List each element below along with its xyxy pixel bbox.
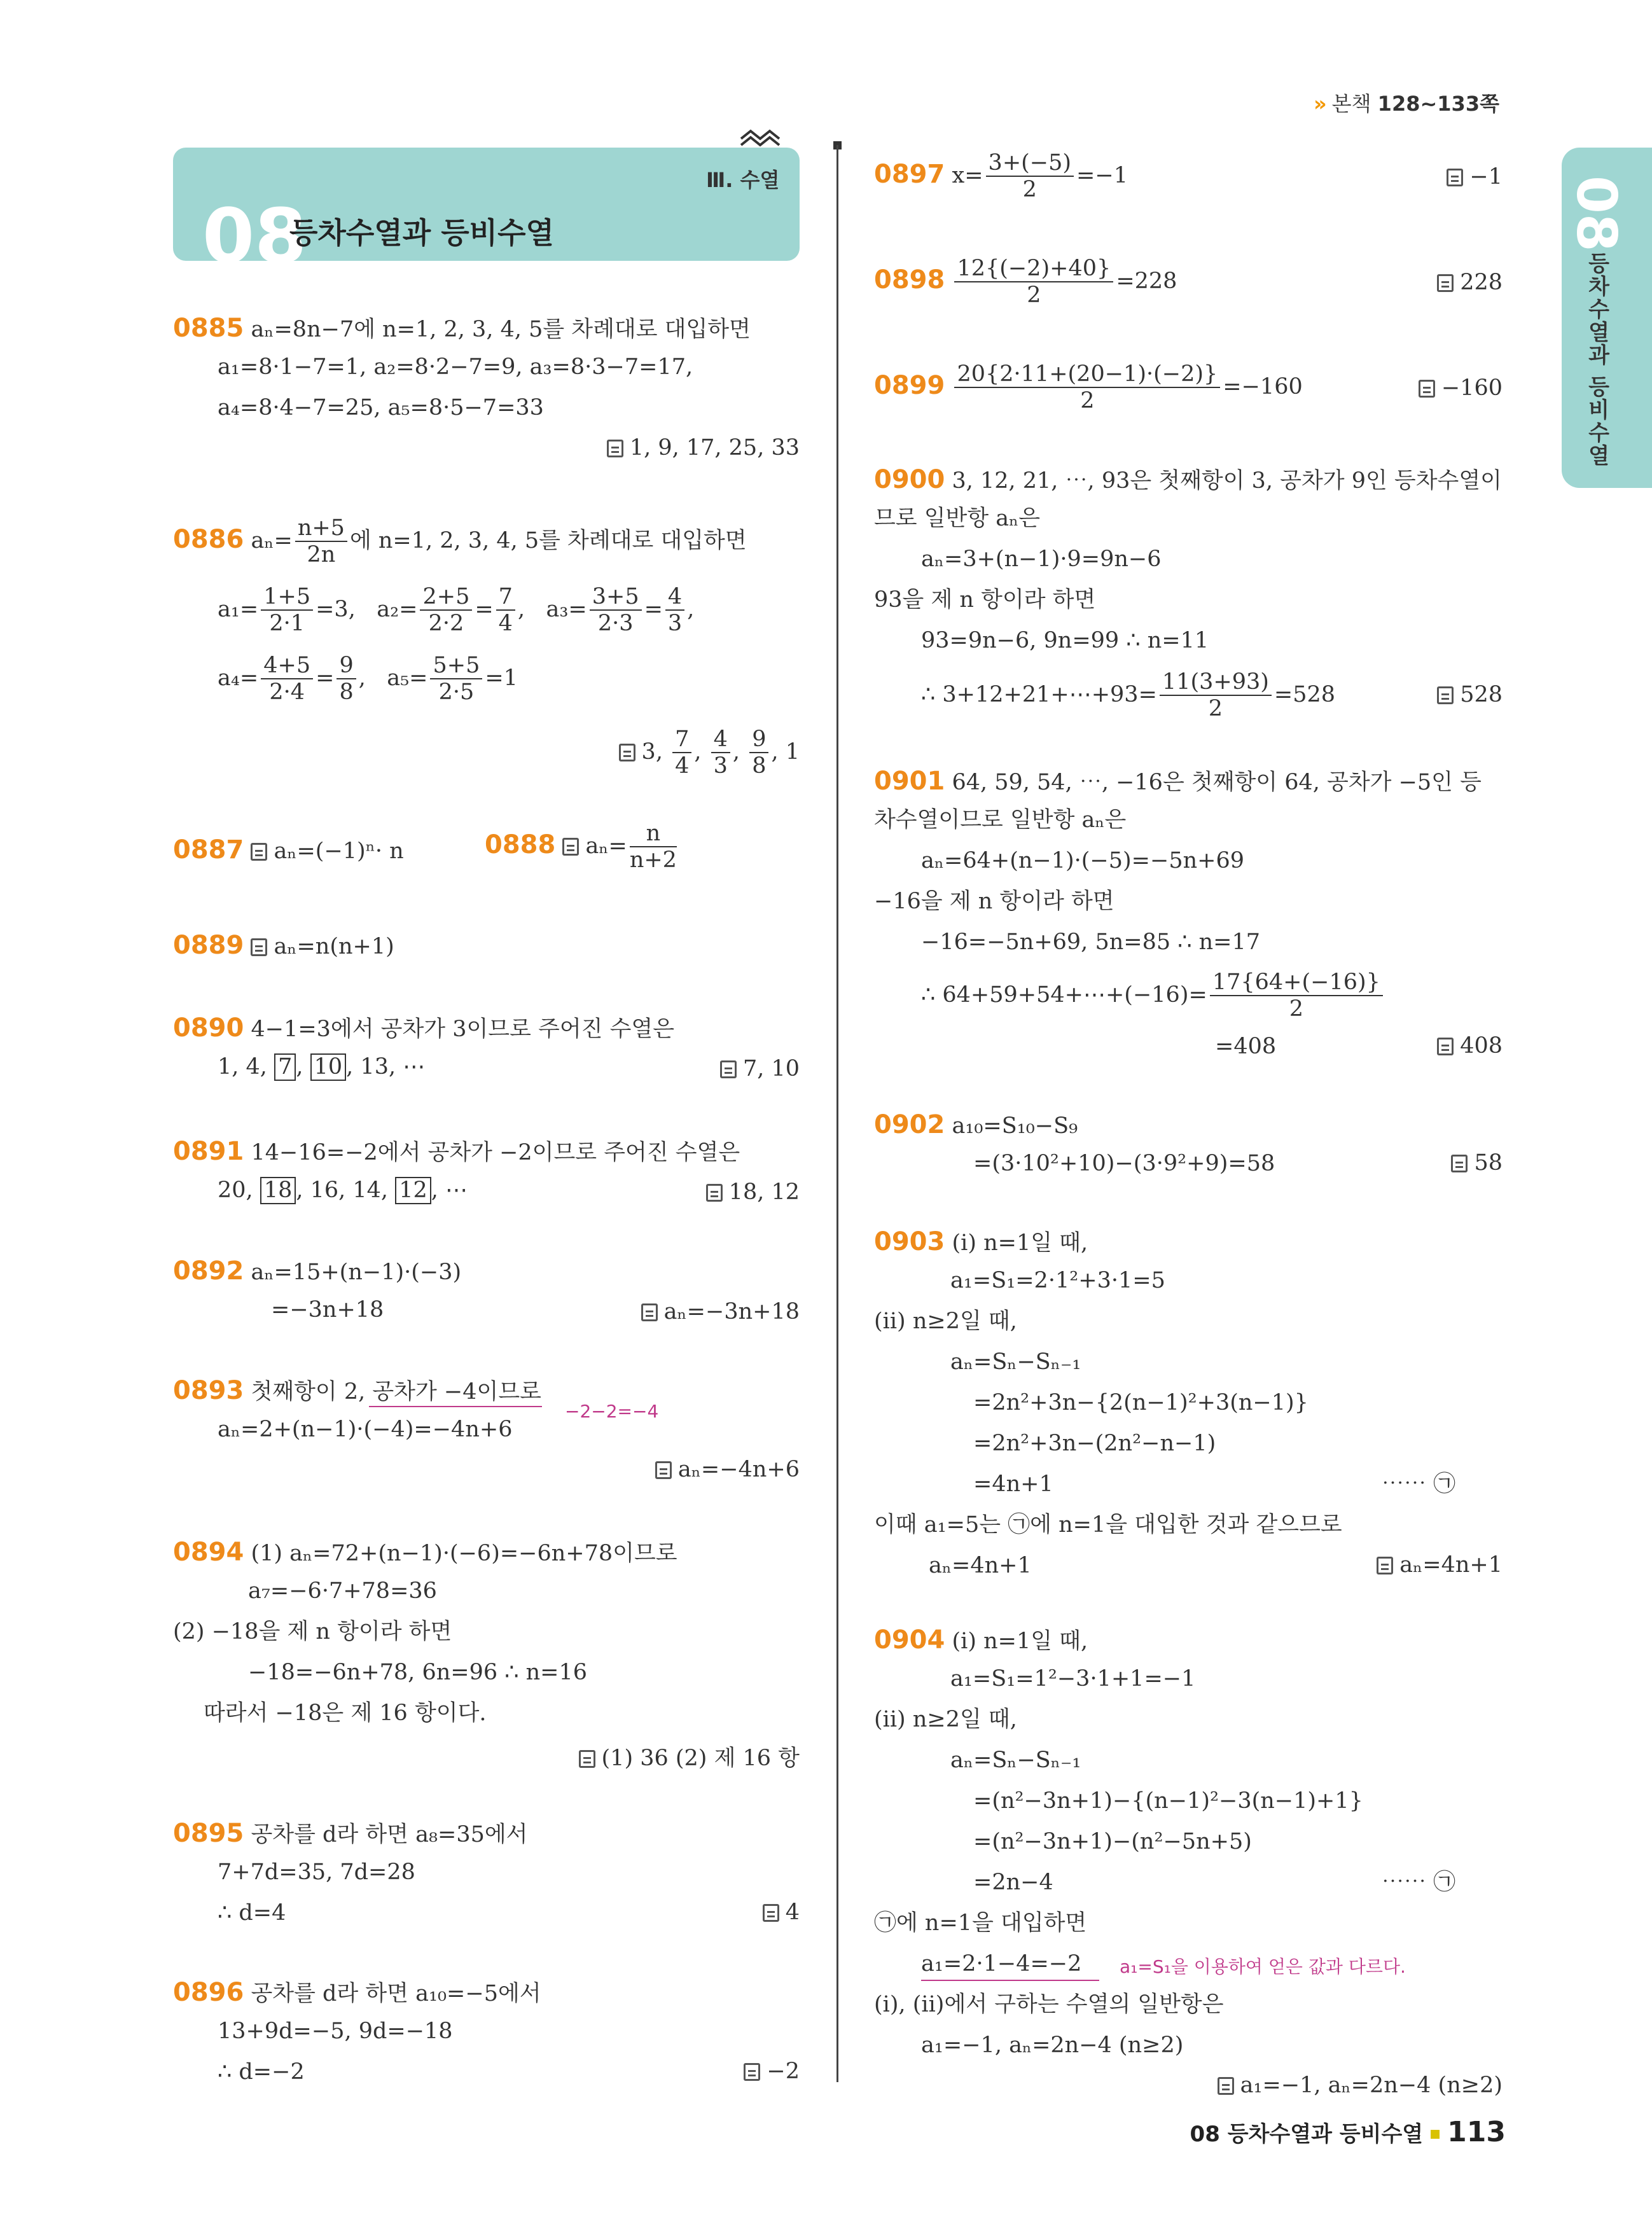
expr-text: =3, xyxy=(316,596,356,622)
problem-number: 0887 xyxy=(173,835,244,865)
reference-prefix: 본책 xyxy=(1331,92,1371,116)
expr-text: 20, xyxy=(218,1178,253,1203)
denominator: 2 xyxy=(1289,996,1303,1022)
fraction xyxy=(630,821,677,873)
solution-line: aₙ=Sₙ−Sₙ₋₁ xyxy=(950,1349,1081,1375)
fraction xyxy=(261,653,313,705)
answer-text: aₙ=n(n+1) xyxy=(274,934,394,959)
problem-number: 0888 xyxy=(485,830,556,859)
solution-line: =−3n+18 xyxy=(271,1297,384,1323)
equation-marker: ⋯⋯ ㉠ xyxy=(1382,1870,1456,1895)
solution-line: a₁=8·1−7=1, a₂=8·2−7=9, a₃=8·3−7=17, xyxy=(218,354,693,380)
answer-icon xyxy=(1377,1557,1393,1574)
denominator: 2·4 xyxy=(269,679,305,705)
solution-line: a₁=S₁=1²−3·1+1=−1 xyxy=(950,1666,1196,1692)
solution-line: 이때 a₁=5는 ㉠에 n=1을 대입한 것과 같으므로 xyxy=(874,1512,1342,1538)
footer-chapter: 08 등차수열과 등비수열 xyxy=(1190,2122,1424,2147)
denominator: 8 xyxy=(339,679,354,705)
problem-0903 xyxy=(874,1227,1088,1257)
numerator: 4 xyxy=(711,726,730,753)
answer-text: aₙ=−3n+18 xyxy=(663,1299,800,1324)
problem-0904 xyxy=(874,1625,1088,1655)
fraction xyxy=(954,361,1220,414)
solution-line: (i) n=1일 때, xyxy=(952,1629,1088,1654)
problem-0901 xyxy=(874,766,1482,796)
expr-text: =−1 xyxy=(1076,162,1128,188)
boxed-term: 10 xyxy=(310,1053,347,1081)
numerator: n+5 xyxy=(295,515,347,542)
fraction xyxy=(261,584,313,637)
answer-text: 18, 12 xyxy=(728,1179,800,1205)
answer xyxy=(1447,164,1503,190)
fraction xyxy=(590,584,642,637)
expr-text: x= xyxy=(952,162,983,188)
numerator: 11(3+93) xyxy=(1160,669,1272,696)
numerator: 1+5 xyxy=(261,584,313,611)
solution-line: ㉠에 n=1을 대입하면 xyxy=(874,1910,1087,1936)
expr-text: ∴ 3+12+21+⋯+93= xyxy=(921,681,1157,707)
solution-line: a₇=−6·7+78=36 xyxy=(248,1578,437,1604)
answer-text: −160 xyxy=(1441,375,1503,401)
answer xyxy=(641,1299,800,1324)
fraction xyxy=(954,256,1113,309)
answer xyxy=(720,1056,800,1081)
expr-text: a₅= xyxy=(387,665,428,691)
answer-icon xyxy=(720,1060,737,1078)
numerator: 2+5 xyxy=(420,584,472,611)
solution-line: =(3·10²+10)−(3·9²+9)=58 xyxy=(973,1151,1275,1176)
problem-0896 xyxy=(173,1977,541,2008)
answer xyxy=(655,1457,800,1482)
expr-text: , xyxy=(296,1054,303,1080)
answer-text: 58 xyxy=(1474,1150,1503,1176)
answer-text: 7, 10 xyxy=(742,1056,800,1081)
solution-line: 첫째항이 2, 공차가 −4이므로 xyxy=(251,1379,541,1405)
denominator: 2·5 xyxy=(438,679,475,705)
answer-text: −1 xyxy=(1469,164,1503,190)
problem-number: 0894 xyxy=(173,1538,244,1567)
numerator: 3+5 xyxy=(590,584,642,611)
problem-0889 xyxy=(173,930,394,961)
problem-number: 0900 xyxy=(874,465,945,494)
solution-line: (i), (ii)에서 구하는 수열의 일반항은 xyxy=(874,1992,1224,2017)
problem-number: 0901 xyxy=(874,767,945,796)
answer-icon xyxy=(251,843,267,861)
answer-icon xyxy=(619,744,635,761)
solution-line: (i) n=1일 때, xyxy=(952,1230,1088,1256)
chapter-number: 08 xyxy=(202,192,307,280)
denominator: 4 xyxy=(675,753,690,779)
answer xyxy=(1437,682,1503,707)
double-chevron-icon: » xyxy=(1314,92,1327,116)
answer-text: 528 xyxy=(1460,682,1503,707)
answer xyxy=(1437,270,1503,295)
problem-0888 xyxy=(485,821,679,873)
page-footer xyxy=(1190,2116,1506,2148)
boxed-term: 12 xyxy=(395,1177,431,1204)
solution-line: 공차를 d라 하면 a₁₀=−5에서 xyxy=(251,1981,541,2006)
answer xyxy=(706,1179,800,1205)
expr-text: =−160 xyxy=(1223,373,1303,400)
expr-text: , ⋯ xyxy=(431,1178,468,1203)
problem-0900 xyxy=(874,464,1502,495)
expr-text: , 16, 14, xyxy=(296,1178,389,1203)
solution-line: 14−16=−2에서 공차가 −2이므로 주어진 수열은 xyxy=(251,1140,740,1165)
answer xyxy=(579,1741,800,1772)
answer-text: 228 xyxy=(1460,270,1503,295)
expr-text: ∴ 64+59+54+⋯+(−16)= xyxy=(921,982,1207,1008)
answer-icon xyxy=(579,1750,595,1768)
answer-icon xyxy=(763,1904,779,1922)
problem-0899 xyxy=(874,361,1303,414)
answer-icon xyxy=(1437,1038,1454,1055)
problem-number: 0893 xyxy=(173,1376,244,1405)
expr-text: , xyxy=(517,596,525,622)
expr-text: 에 n=1, 2, 3, 4, 5를 차례대로 대입하면 xyxy=(349,527,747,553)
solution-line xyxy=(218,1053,425,1081)
solution-line: a₁₀=S₁₀−S₉ xyxy=(952,1113,1078,1139)
solution-line xyxy=(218,653,518,705)
expr-text: =1 xyxy=(485,665,518,691)
problem-number: 0895 xyxy=(173,1819,244,1848)
answer-icon xyxy=(655,1461,672,1479)
answer xyxy=(607,435,800,461)
solution-line: 공차를 d라 하면 a₈=35에서 xyxy=(251,1822,528,1847)
fraction xyxy=(1160,669,1272,722)
solution-line: =408 xyxy=(1215,1034,1277,1059)
denominator: 2 xyxy=(1080,388,1095,414)
expr-text: =528 xyxy=(1274,681,1336,707)
answer-text: −2 xyxy=(767,2059,800,2084)
solution-line: aₙ=Sₙ−Sₙ₋₁ xyxy=(950,1748,1081,1773)
problem-number: 0904 xyxy=(874,1625,945,1655)
solution-line xyxy=(218,1177,468,1204)
fraction xyxy=(986,150,1074,203)
problem-0891 xyxy=(173,1136,740,1167)
problem-0894 xyxy=(173,1537,677,1567)
answer-text: 408 xyxy=(1460,1033,1503,1059)
answer-icon xyxy=(251,938,267,956)
problem-0886 xyxy=(173,515,747,568)
problem-0902 xyxy=(874,1109,1078,1140)
solution-line: =(n²−3n+1)−{(n−1)²−3(n−1)+1} xyxy=(973,1788,1363,1814)
answer xyxy=(744,2059,800,2084)
denominator: 2·2 xyxy=(428,611,464,637)
answer xyxy=(1218,2073,1503,2098)
problem-number: 0886 xyxy=(173,524,244,554)
chapter-unit: Ⅲ. 수열 xyxy=(706,168,780,192)
solution-line: 3, 12, 21, ⋯, 93은 첫째항이 3, 공차가 9인 등차수열이 xyxy=(952,468,1502,494)
solution-line: −16=−5n+69, 5n=85 ∴ n=17 xyxy=(921,929,1261,955)
fraction xyxy=(672,726,691,779)
side-note: −2−2=−4 xyxy=(565,1401,659,1422)
solution-line: 4−1=3에서 공차가 3이므로 주어진 수열은 xyxy=(251,1017,675,1042)
solution-line: 7+7d=35, 7d=28 xyxy=(218,1859,415,1885)
problem-0887 xyxy=(173,835,404,865)
answer-icon xyxy=(1437,274,1454,292)
fraction xyxy=(496,584,515,637)
answer-icon xyxy=(1218,2077,1234,2095)
problem-number: 0896 xyxy=(173,1978,244,2007)
side-chapter-number: 08 xyxy=(1564,176,1628,252)
denominator: 2n xyxy=(307,542,336,568)
expr-text: , xyxy=(687,596,695,622)
expr-text: , 13, ⋯ xyxy=(346,1054,426,1080)
problem-0893 xyxy=(173,1375,541,1406)
numerator: 9 xyxy=(749,726,768,753)
denominator: n+2 xyxy=(629,847,677,873)
answer-icon xyxy=(562,838,579,856)
problem-number: 0899 xyxy=(874,370,945,400)
answer-icon xyxy=(1419,380,1435,398)
answer xyxy=(1437,1033,1503,1059)
expr-text: 1, 4, xyxy=(218,1054,267,1080)
solution-line: 64, 59, 54, ⋯, −16은 첫째항이 64, 공차가 −5인 등 xyxy=(952,770,1482,795)
numerator: 7 xyxy=(496,584,515,611)
denominator: 2·1 xyxy=(269,611,305,637)
fraction xyxy=(749,726,768,779)
answer-text: a₁=−1, aₙ=2n−4 (n≥2) xyxy=(1240,2073,1503,2098)
solution-line: =2n²+3n−{2(n−1)²+3(n−1)} xyxy=(973,1390,1308,1415)
numerator: 5+5 xyxy=(430,653,482,679)
answer-icon xyxy=(744,2063,760,2081)
fraction xyxy=(1210,970,1383,1022)
solution-line: a₁=2·1−4=−2 xyxy=(921,1951,1082,1977)
answer-text: aₙ=(−1)ⁿ· n xyxy=(274,838,404,864)
solution-line: 따라서 −18은 제 16 항이다. xyxy=(204,1700,487,1726)
problem-0897 xyxy=(874,150,1128,203)
problem-0898 xyxy=(874,256,1177,309)
problem-number: 0892 xyxy=(173,1256,244,1286)
answer-text: , 1 xyxy=(771,739,800,765)
boxed-term: 18 xyxy=(260,1177,296,1204)
solution-line: aₙ=15+(n−1)·(−3) xyxy=(251,1260,462,1285)
answer-text: (1) 36 (2) 제 16 항 xyxy=(601,1746,800,1771)
numerator: 4 xyxy=(665,584,684,611)
answer xyxy=(1419,375,1503,401)
expr-text: = xyxy=(644,596,663,622)
problem-0885 xyxy=(173,313,751,344)
solution-line: =2n²+3n−(2n²−n−1) xyxy=(973,1431,1216,1456)
solution-line: −18=−6n+78, 6n=96 ∴ n=16 xyxy=(248,1660,588,1685)
denominator: 8 xyxy=(752,753,767,779)
expr-text: aₙ= xyxy=(251,527,293,553)
denominator: 4 xyxy=(498,611,513,637)
fraction xyxy=(665,584,684,637)
solution-line: ∴ d=−2 xyxy=(218,2059,305,2085)
solution-line xyxy=(921,970,1385,1022)
expr-text: a₂= xyxy=(377,596,418,622)
solution-line: ∴ d=4 xyxy=(218,1900,286,1926)
square-bullet-icon xyxy=(1431,2130,1440,2139)
answer xyxy=(1377,1552,1503,1578)
fraction xyxy=(337,653,356,705)
solution-line: −16을 제 n 항이라 하면 xyxy=(874,889,1114,914)
problem-number: 0903 xyxy=(874,1227,945,1256)
fraction xyxy=(295,515,347,568)
answer-text: 1, 9, 17, 25, 33 xyxy=(629,435,800,461)
solution-line: a₁=−1, aₙ=2n−4 (n≥2) xyxy=(921,2033,1184,2058)
denominator: 2 xyxy=(1022,177,1037,203)
solution-line: aₙ=8n−7에 n=1, 2, 3, 4, 5를 차례대로 대입하면 xyxy=(251,317,751,342)
numerator: 7 xyxy=(672,726,691,753)
problem-number: 0898 xyxy=(874,265,945,295)
reference-pages: 128~133쪽 xyxy=(1377,92,1499,116)
expr-text: a₃= xyxy=(546,596,587,622)
answer-text: aₙ=4n+1 xyxy=(1399,1552,1503,1578)
problem-number: 0897 xyxy=(874,159,945,189)
fraction xyxy=(430,653,482,705)
solution-line xyxy=(218,584,694,637)
expr-text: , xyxy=(358,665,366,691)
expr-text: =228 xyxy=(1116,268,1177,294)
solution-line: =(n²−3n+1)−(n²−5n+5) xyxy=(973,1829,1252,1854)
equation-marker: ⋯⋯ ㉠ xyxy=(1382,1471,1456,1497)
answer-text: 4 xyxy=(785,1900,800,1925)
numerator: n xyxy=(630,821,677,847)
answer: 3, $\frac{7}{4}$ , $\frac{4}{3}$ , $\frac{9}{8}$ , 1 xyxy=(619,726,800,779)
denominator: 2·3 xyxy=(597,611,634,637)
answer-icon xyxy=(706,1184,723,1202)
expr-text: = xyxy=(475,596,494,622)
column-divider xyxy=(836,145,838,2082)
answer xyxy=(1451,1150,1503,1176)
page-reference xyxy=(1314,88,1499,117)
expr-text: a₄= xyxy=(218,665,259,691)
solution-line: aₙ=2+(n−1)·(−4)=−4n+6 xyxy=(218,1417,513,1442)
wave-decoration-icon xyxy=(738,126,782,149)
solution-line: a₄=8·4−7=25, a₅=8·5−7=33 xyxy=(218,395,544,420)
underline-mark xyxy=(921,1980,1099,1981)
solution-line: =4n+1 xyxy=(973,1471,1053,1497)
problem-number: 0890 xyxy=(173,1013,244,1043)
answer-icon xyxy=(641,1303,658,1321)
denominator: 3 xyxy=(667,611,683,637)
problem-0890 xyxy=(173,1013,674,1043)
problem-number: 0891 xyxy=(173,1137,244,1166)
answer-text: 3, xyxy=(641,739,663,765)
answer-text: aₙ= xyxy=(585,833,627,859)
answer-icon xyxy=(1437,686,1454,704)
numerator: 17{64+(−16)} xyxy=(1210,970,1383,996)
numerator: 9 xyxy=(337,653,356,679)
page-number: 113 xyxy=(1447,2116,1506,2148)
solution-line: =2n−4 xyxy=(973,1870,1053,1895)
solution-line: (2) −18을 제 n 항이라 하면 xyxy=(173,1619,452,1644)
solution-line: aₙ=64+(n−1)·(−5)=−5n+69 xyxy=(921,848,1244,873)
problem-number: 0889 xyxy=(173,931,244,960)
numerator: 3+(−5) xyxy=(986,150,1074,177)
solution-line: aₙ=4n+1 xyxy=(929,1553,1032,1578)
problem-number: 0902 xyxy=(874,1110,945,1139)
solution-line: 93=9n−6, 9n=99 ∴ n=11 xyxy=(921,628,1209,653)
fraction xyxy=(711,726,730,779)
solution-line: (ii) n≥2일 때, xyxy=(874,1707,1017,1732)
answer-icon xyxy=(1447,169,1463,186)
problem-0895 xyxy=(173,1818,528,1849)
fraction xyxy=(420,584,472,637)
side-note: a₁=S₁을 이용하여 얻은 값과 다르다. xyxy=(1120,1956,1406,1977)
numerator: 20{2·11+(20−1)·(−2)} xyxy=(954,361,1220,388)
expr-text: a₁= xyxy=(218,596,259,622)
denominator: 2 xyxy=(1027,282,1041,309)
solution-line: a₁=S₁=2·1²+3·1=5 xyxy=(950,1268,1165,1293)
answer xyxy=(763,1900,800,1925)
solution-line: 므로 일반항 aₙ은 xyxy=(874,506,1041,531)
expr-text: = xyxy=(316,665,335,691)
underline-mark xyxy=(369,1406,542,1407)
problem-0892 xyxy=(173,1256,461,1286)
problem-number: 0885 xyxy=(173,314,244,343)
chapter-title: 등차수열과 등비수열 xyxy=(289,216,554,250)
solution-line: 차수열이므로 일반항 aₙ은 xyxy=(874,807,1127,833)
solution-line: 13+9d=−5, 9d=−18 xyxy=(218,2019,453,2044)
answer-icon xyxy=(1451,1155,1468,1172)
solution-line: (ii) n≥2일 때, xyxy=(874,1309,1017,1334)
numerator: 4+5 xyxy=(261,653,313,679)
solution-line: 93을 제 n 항이라 하면 xyxy=(874,587,1096,613)
numerator: 12{(−2)+40} xyxy=(954,256,1113,282)
denominator: 3 xyxy=(713,753,728,779)
solution-line xyxy=(921,669,1335,722)
answer-icon xyxy=(607,440,623,457)
answer-text: aₙ=−4n+6 xyxy=(677,1457,800,1482)
solution-line: aₙ=3+(n−1)·9=9n−6 xyxy=(921,546,1162,572)
solution-line: (1) aₙ=72+(n−1)·(−6)=−6n+78이므로 xyxy=(251,1541,677,1566)
side-chapter-title: 등차수열과 등비수열 xyxy=(1584,252,1609,467)
denominator: 2 xyxy=(1208,696,1223,722)
boxed-term: 7 xyxy=(274,1053,296,1081)
